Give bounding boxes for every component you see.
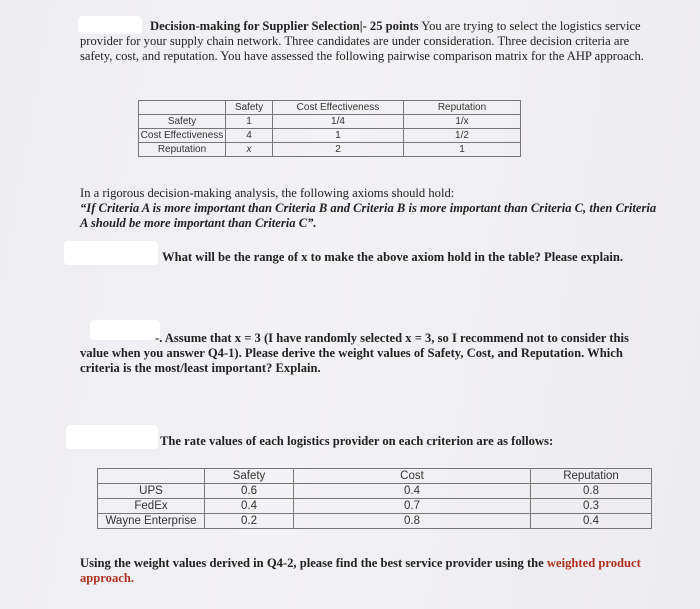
table-row bbox=[139, 115, 521, 129]
table-row bbox=[139, 143, 521, 157]
question-3 bbox=[160, 434, 660, 449]
row-label: FedEx bbox=[98, 499, 205, 514]
row-label: Safety bbox=[139, 115, 226, 129]
row-label: Cost Effectiveness bbox=[139, 129, 226, 143]
table-header-cell: Safety bbox=[226, 101, 273, 115]
table-header-cell: Safety bbox=[205, 469, 294, 484]
question-1 bbox=[162, 250, 652, 265]
table-cell: 4 bbox=[226, 129, 273, 143]
table-row bbox=[98, 499, 652, 514]
table-header-cell: Cost Effectiveness bbox=[273, 101, 404, 115]
table-cell: 0.7 bbox=[294, 499, 531, 514]
intro-text: You are trying to select the logistics service provider for your supply chain network. Three candidates are under consideration. Three decision criteria are safety, cost, and reputation. You have assessed the following pairwise comparison matrix for the AHP approach. bbox=[80, 19, 644, 63]
table-header-cell: Reputation bbox=[404, 101, 521, 115]
table-row bbox=[98, 484, 652, 499]
table-row bbox=[98, 514, 652, 529]
table-cell: 1 bbox=[273, 129, 404, 143]
redaction-block-4 bbox=[66, 425, 158, 449]
question-2-bold: -. Assume that x = 3 (I have randomly selected x = 3, so I recommend not to consider this value when you answer Q4-1). bbox=[80, 331, 629, 360]
table-cell: 1/4 bbox=[273, 115, 404, 129]
table-cell: 0.3 bbox=[531, 499, 652, 514]
table-cell: 0.8 bbox=[531, 484, 652, 499]
table-header-cell bbox=[139, 101, 226, 115]
table-cell: 0.4 bbox=[294, 484, 531, 499]
intro-paragraph bbox=[80, 19, 660, 64]
table-cell: 1 bbox=[404, 143, 521, 157]
row-label: Wayne Enterprise bbox=[98, 514, 205, 529]
intro-heading: Decision-making for Supplier Selection|- 25 points bbox=[150, 19, 419, 33]
pairwise-comparison-table bbox=[138, 100, 521, 157]
axiom-paragraph bbox=[80, 186, 660, 231]
question-2 bbox=[80, 331, 660, 376]
table-cell: 2 bbox=[273, 143, 404, 157]
question-2-text: Please derive the weight values of Safety, Cost, and Reputation. Which criteria is the most/least important? Explain. bbox=[80, 346, 623, 375]
question-3-text: The rate values of each logistics provider on each criterion are as follows: bbox=[160, 434, 554, 448]
table-cell: 1 bbox=[226, 115, 273, 129]
closing-text: Using the weight values derived in Q4-2, please find the best service provider using the bbox=[80, 556, 544, 570]
table-cell: 0.4 bbox=[205, 499, 294, 514]
rate-values-table bbox=[97, 468, 652, 529]
axiom-quote: “If Criteria A is more important than Criteria B and Criteria B is more important than Criteria C, then Criteria A should be more important than Criteria C”. bbox=[80, 201, 657, 230]
table-header-row bbox=[98, 469, 652, 484]
table-cell: x bbox=[226, 143, 273, 157]
closing-highlight: weighted product approach. bbox=[80, 556, 641, 585]
axiom-intro: In a rigorous decision-making analysis, the following axioms should hold: bbox=[80, 186, 455, 200]
row-label: UPS bbox=[98, 484, 205, 499]
table-cell: 1/2 bbox=[404, 129, 521, 143]
closing-paragraph bbox=[80, 556, 660, 586]
table-cell: 0.8 bbox=[294, 514, 531, 529]
redaction-block-2 bbox=[64, 241, 158, 265]
table-cell: 0.6 bbox=[205, 484, 294, 499]
table-header-cell: Reputation bbox=[531, 469, 652, 484]
table-header-row bbox=[139, 101, 521, 115]
table-cell: 1/x bbox=[404, 115, 521, 129]
table-row bbox=[139, 129, 521, 143]
table-header-cell: Cost bbox=[294, 469, 531, 484]
question-1-text: What will be the range of x to make the above axiom hold in the table? Please explain. bbox=[162, 250, 624, 264]
table-cell: 0.2 bbox=[205, 514, 294, 529]
row-label: Reputation bbox=[139, 143, 226, 157]
table-header-cell bbox=[98, 469, 205, 484]
table-cell: 0.4 bbox=[531, 514, 652, 529]
